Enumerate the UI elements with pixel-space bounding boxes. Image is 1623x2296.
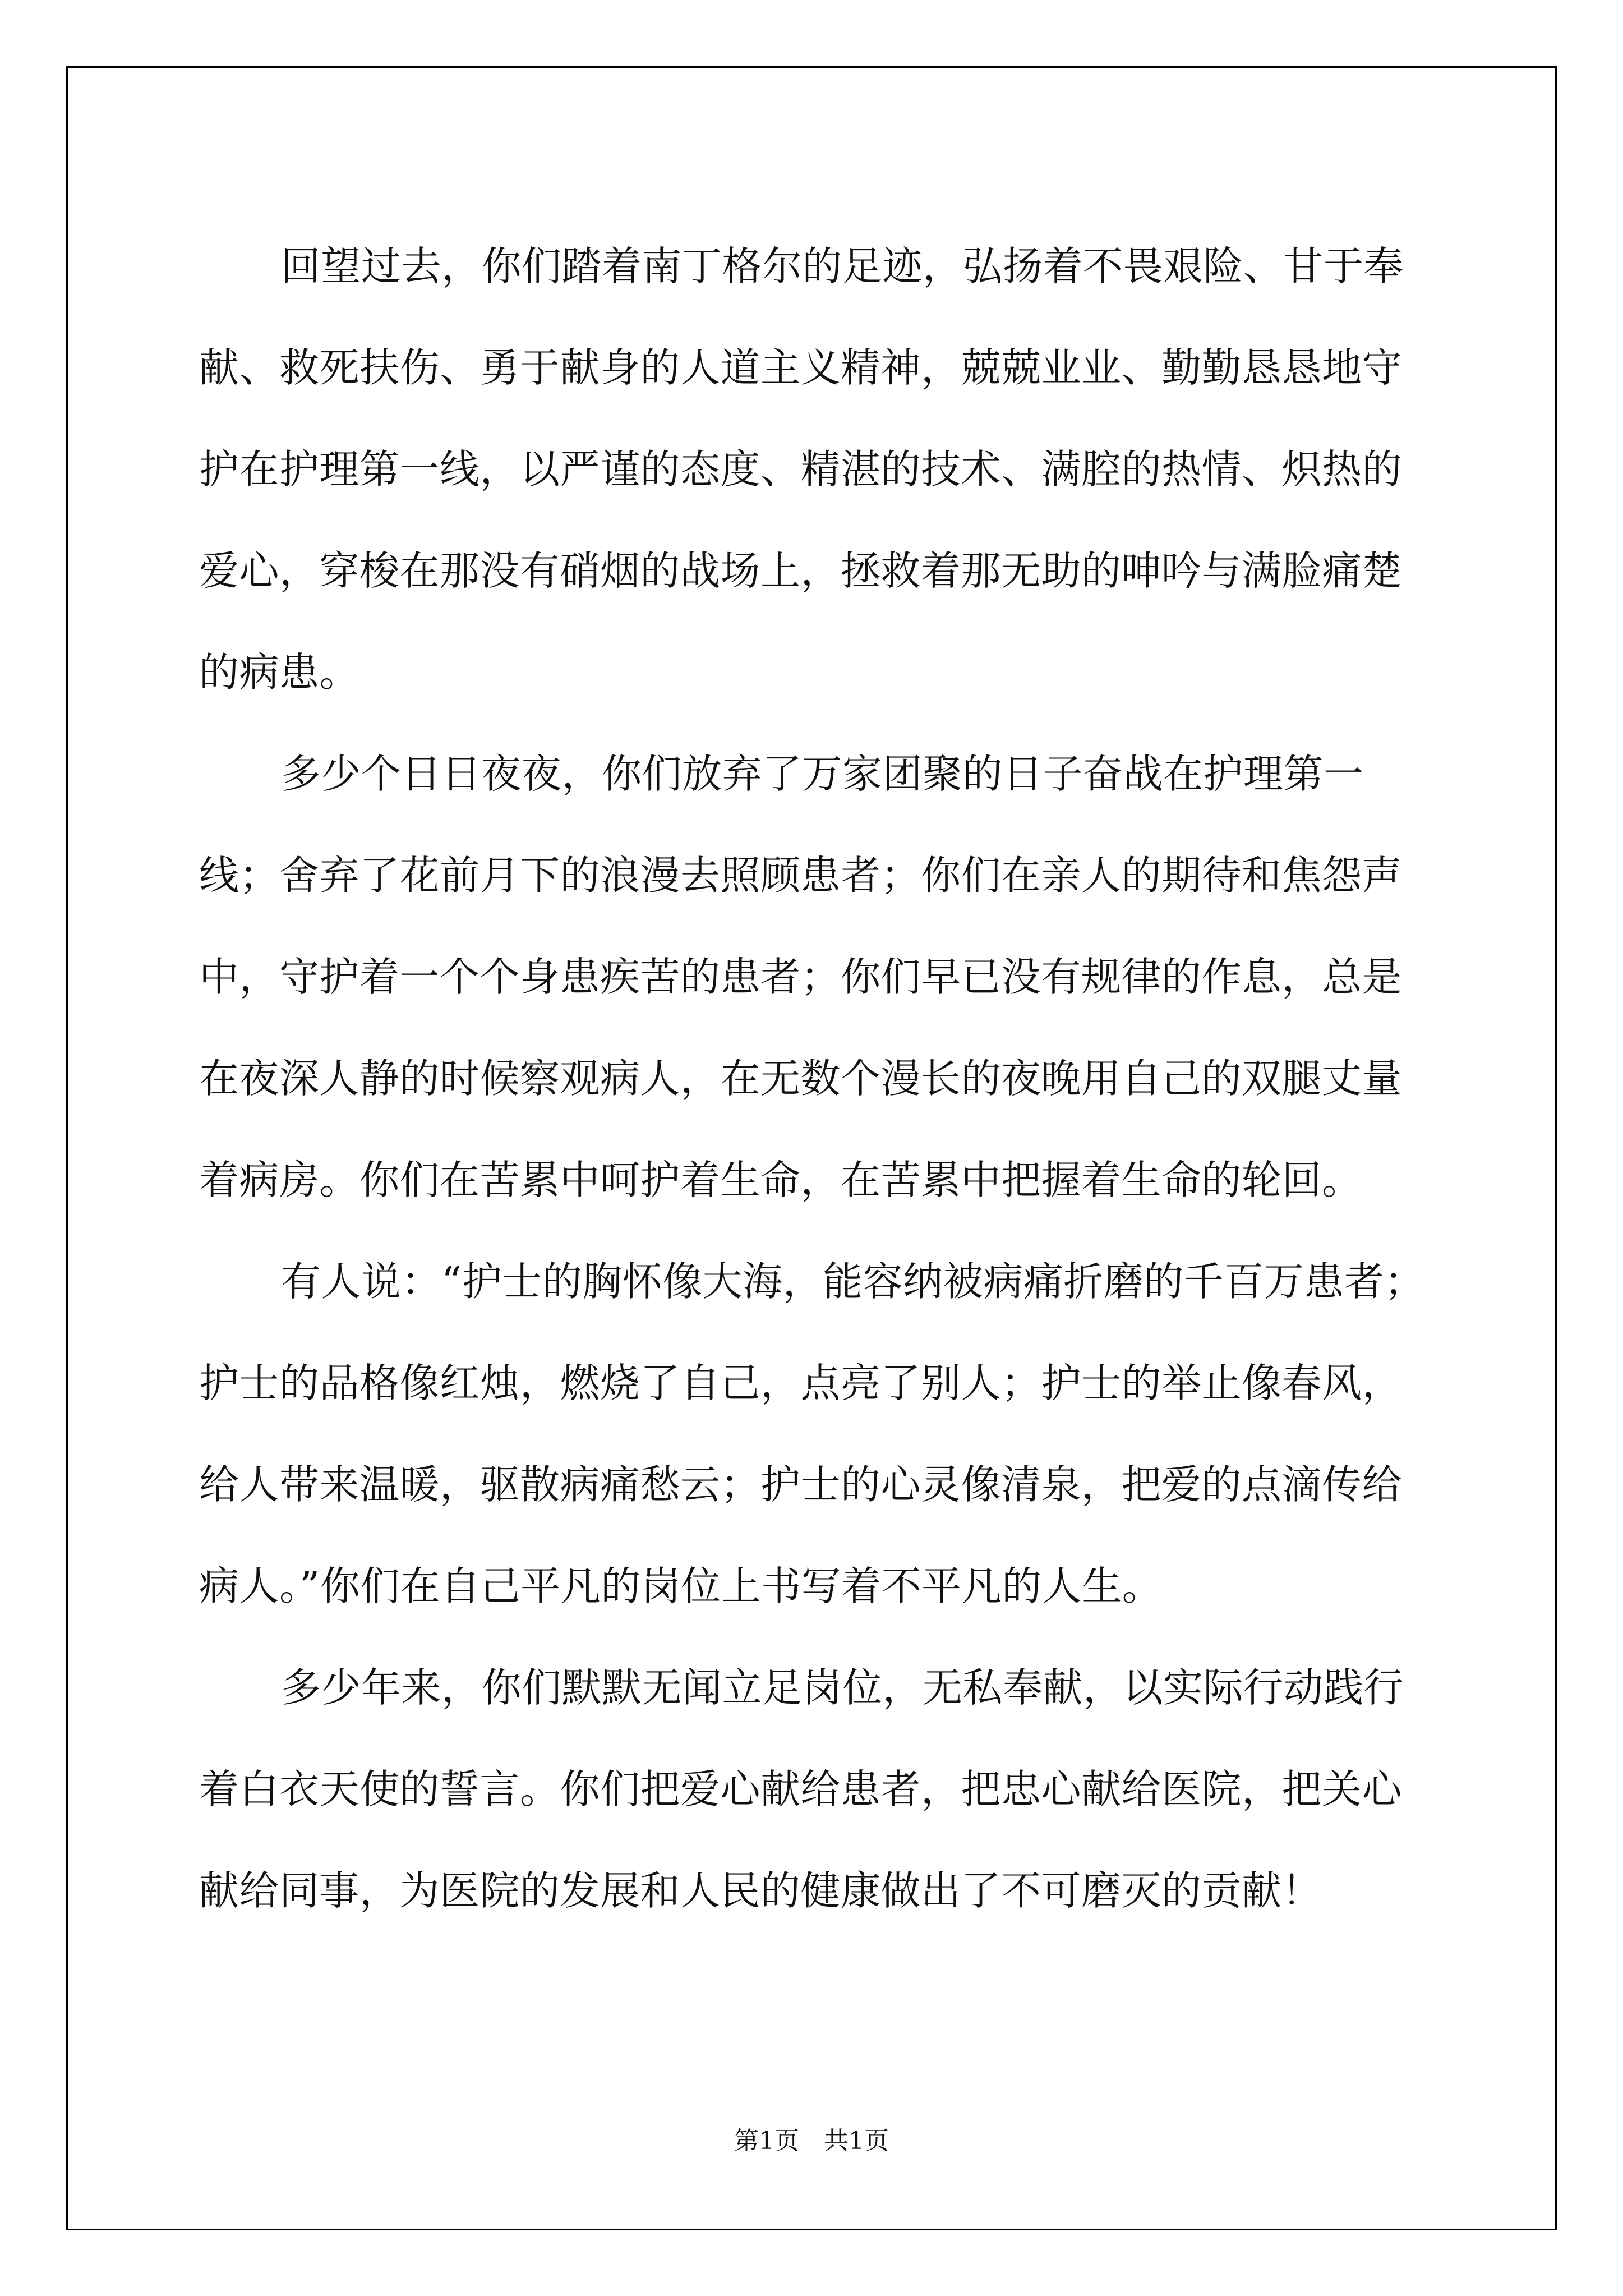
paragraph: 多少个日日夜夜，你们放弃了万家团聚的日子奋战在护理第一线；舍弃了花前月下的浪漫去照顾患者；你们在亲人的期待和焦怨声中，守护着一个个身患疾苦的患者；你们早已没有规律的作息，总是在夜深人静的时候察观病人，在无数个漫长的夜晚用自己的双腿丈量着病房。你们在苦累中呵护着生命，在苦累中把握着生命的轮回。 — [199, 751, 1403, 1203]
document-body — [199, 215, 1430, 1941]
paragraph: 回望过去，你们踏着南丁格尔的足迹，弘扬着不畏艰险、甘于奉献、救死扶伤、勇于献身的人道主义精神，兢兢业业、勤勤恳恳地守护在护理第一线，以严谨的态度、精湛的技术、满腔的热情、炽热的爱心，穿梭在那没有硝烟的战场上，拯救着那无助的呻吟与满脸痛楚的病患。 — [199, 243, 1404, 696]
paragraph: 有人说：“护士的胸怀像大海，能容纳被病痛折磨的千百万患者；护士的品格像红烛，燃烧了自己，点亮了别人；护士的举止像春风，给人带来温暖，驱散病痛愁云；护士的心灵像清泉，把爱的点滴传给病人。”你们在自己平凡的岗位上书写着不平凡的人生。 — [199, 1258, 1424, 1609]
page-number-footer: 第1页 共1页 — [734, 2127, 889, 2155]
paragraph: 多少年来，你们默默无闻立足岗位，无私奉献，以实际行动践行着白衣天使的誓言。你们把爱心献给患者，把忠心献给医院，把关心献给同事，为医院的发展和人民的健康做出了不可磨灭的贡献！ — [199, 1664, 1404, 1914]
